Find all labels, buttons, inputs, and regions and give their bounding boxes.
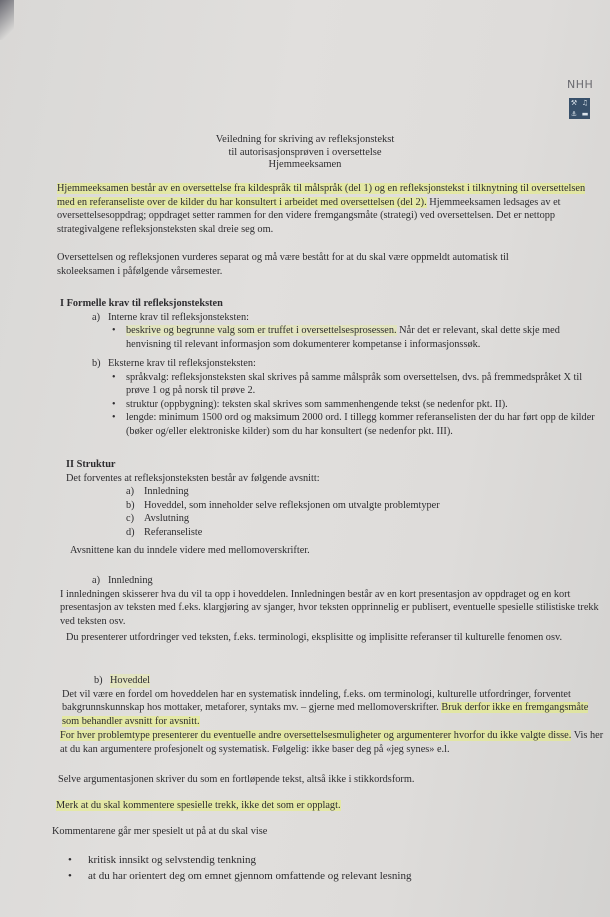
document-title (0, 134, 610, 172)
skills-bullets (62, 852, 582, 884)
section-innledning (60, 574, 605, 628)
title-line-2: til autorisasjonsprøven i oversettelse (228, 146, 382, 158)
bullet-icon: • (112, 398, 116, 410)
bullet-icon: • (112, 412, 116, 424)
structure-list (66, 485, 586, 539)
anchor-icon: ⚓ (570, 110, 578, 118)
external-requirements (60, 357, 600, 439)
section-1-heading: I Formelle krav til refleksjonsteksten (60, 298, 223, 309)
external-bullets (60, 371, 600, 439)
section-structure (66, 458, 586, 540)
internal-bullets (60, 324, 600, 351)
list-item: d) Referanseliste (126, 526, 203, 538)
ship-icon: ▬ (581, 110, 589, 118)
intro-paragraph-1 (57, 182, 597, 236)
intro-text: Hjemmeeksamen ledsages av et oversettelsesoppdrag; oppdraget setter rammen for den videre fremgangsmåte (strategi) ved oversettelsen. Det er nettopp strategivalgene refleksjonsteksten skal dreie seg om. (57, 196, 561, 235)
bullet-icon: • (68, 870, 72, 882)
innledning-paragraph-2: Du presenterer utfordringer ved teksten, f.eks. terminologi, eksplisitte og implisitte referanser til kulturelle fenomen osv. (66, 632, 563, 643)
list-item: • kritisk innsikt og selvstendig tenkning (62, 852, 582, 868)
list-item: • språkvalg: refleksjonsteksten skal skrives på samme målspråk som oversettelsen, dvs. på fremmedspråket X til prøve 1 og på norsk til prøve 2. (112, 371, 583, 397)
hoveddel-paragraph-4: Merk at du skal kommentere spesielle trekk, ikke det som er opplagt. (56, 800, 341, 811)
hoveddel-paragraph-2: For hver problemtype presenterer du eventuelle andre oversettelsesmuligheter og argumenterer hvorfor du ikke valgte disse. Vis her at du kan argumentere profesjonelt og systematisk. Følgelig: ikke baser deg på «jeg synes» e.l. (60, 730, 604, 755)
section-formal-requirements (60, 297, 600, 351)
hoveddel-paragraph-3: Selve argumentasjonen skriver du som en fortløpende tekst, altså ikke i stikkordsform. (58, 774, 415, 785)
bullet-icon: • (68, 854, 72, 866)
section-2-heading: II Struktur (66, 459, 116, 470)
music-icon: ♫ (581, 99, 589, 107)
internal-requirements (60, 311, 600, 325)
bullet-icon: • (112, 325, 116, 337)
list-item: • beskrive og begrunne valg som er truffet i oversettelsesprosessen. Når det er relevant, skal dette skje med henvisning til relevant informasjon som dokumenterer kompetanse i informasjonssøk. (112, 325, 560, 350)
list-marker: a) (92, 311, 100, 323)
list-item: c) Avslutning (126, 513, 190, 525)
structure-intro: Det forventes at refleksjonsteksten består av følgende avsnitt: (66, 472, 320, 484)
structure-note: Avsnittene kan du inndele videre med mellomoverskrifter. (70, 545, 310, 556)
page-corner-shadow (0, 0, 14, 40)
nhh-logo (565, 78, 599, 119)
innledning-paragraph-1: I innledningen skisserer hva du vil ta opp i hoveddelen. Innledningen består av en kort presentasjon av oppdraget og en kort presentasjon av teksten med f.eks. klargjøring av sjanger, hvor teksten opprinnelig er publisert, eventuelle spesielle stilistiske trekk ved teksten osv. (60, 588, 599, 627)
title-line-3: Hjemmeeksamen (268, 159, 342, 170)
bullet-icon: • (112, 371, 116, 383)
internal-requirements-label: Interne krav til refleksjonsteksten: (108, 311, 249, 323)
list-item: a) Innledning (126, 486, 189, 498)
external-requirements-label: Eksterne krav til refleksjonsteksten: (108, 358, 256, 369)
list-item: • at du har orientert deg om emnet gjennom omfattende og relevant lesning (62, 868, 582, 884)
intro-highlighted-text: Hjemmeeksamen består av en oversettelse fra kildespråk til målspråk (del 1) og en refleksjonstekst i tilknytning til oversettelsen med en referanseliste over de kilder du har konsultert i arbeidet med oversettelsen (del 2). (57, 183, 586, 208)
list-item: • struktur (oppbygning): teksten skal skrives som sammenhengende tekst (se nedenfor pkt. II). (112, 398, 508, 410)
logo-emblem-icon (569, 98, 590, 119)
innledning-heading: a) Innledning (92, 575, 153, 586)
section-hoveddel (62, 674, 607, 728)
list-item: b) Hoveddel, som inneholder selve refleksjonen om utvalgte problemtyper (126, 499, 440, 511)
intro-paragraph-2: Oversettelsen og refleksjonen vurderes separat og må være bestått for at du skal være oppmeldt automatisk til skoleeksamen i påfølgende vårsemester. (57, 252, 509, 277)
hoveddel-paragraph-5: Kommentarene går mer spesielt ut på at du skal vise (52, 826, 268, 837)
list-marker: b) (92, 358, 101, 369)
logo-text: NHH (567, 78, 594, 91)
tools-icon: ⚒ (570, 99, 578, 107)
title-line-1: Veiledning for skriving av refleksjonstekst (215, 134, 395, 145)
hoveddel-heading: b) Hoveddel (94, 675, 151, 686)
hoveddel-paragraph-1: Det vil være en fordel om hoveddelen har en systematisk inndeling, f.eks. om terminologi, kulturelle utfordringer, forventet bakgrunnskunnskap hos mottaker, metaforer, syntaks mv. – gjerne med mellomoverskrifter. Bruk derfor ikke en fremgangsmåte som behandler avsnitt for avsnitt. (62, 688, 589, 727)
list-item: • lengde: minimum 1500 ord og maksimum 2000 ord. I tillegg kommer referanselisten der du har ført opp de kilder (bøker og/eller elektroniske kilder) som du har konsultert (se nedenfor pkt. III). (112, 412, 595, 437)
